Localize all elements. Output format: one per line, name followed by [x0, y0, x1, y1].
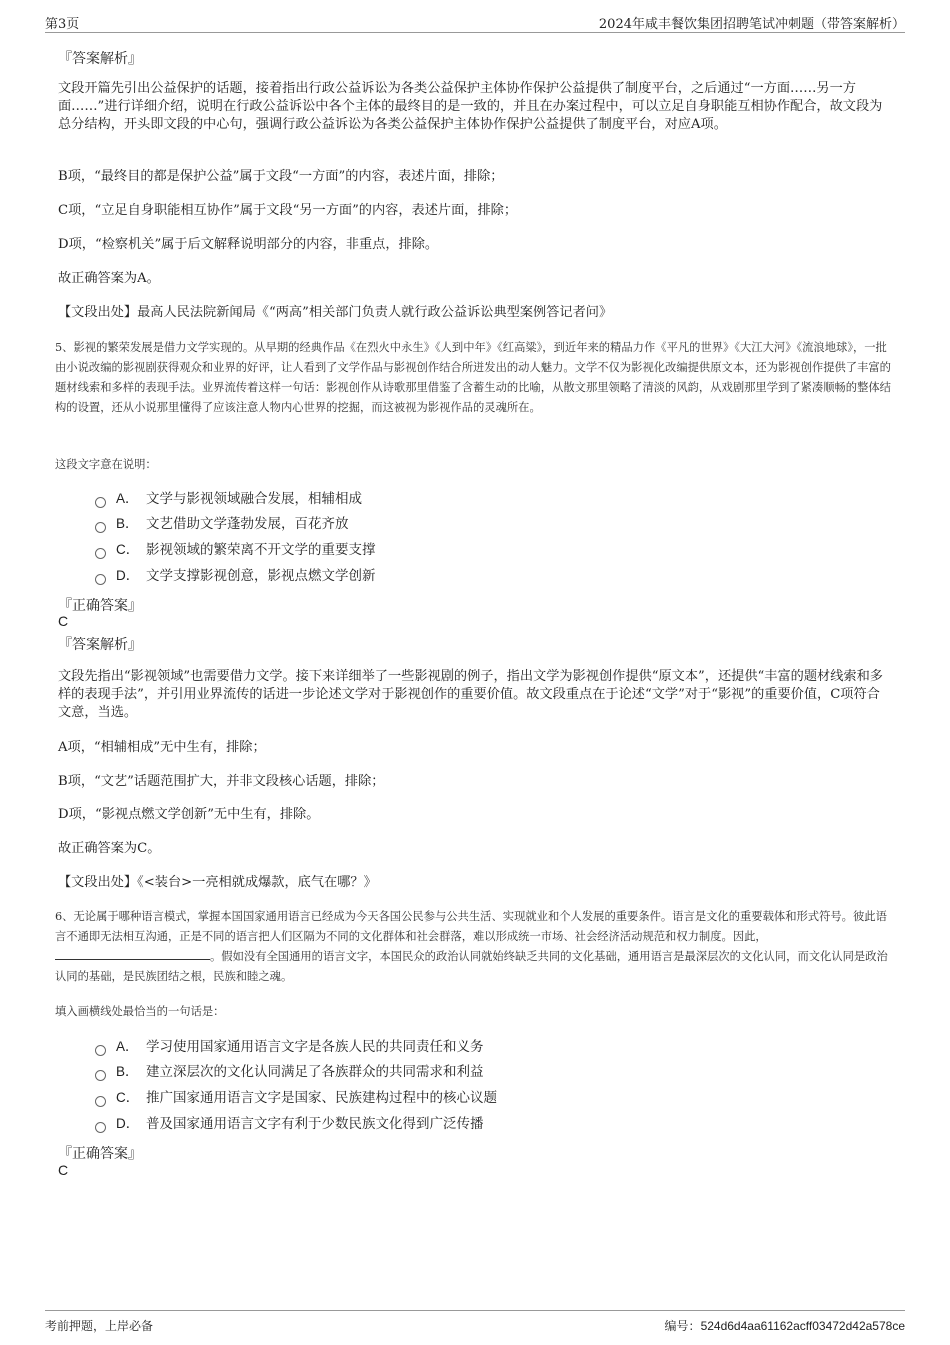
page-footer: [45, 1310, 905, 1341]
q4-analysis-text: 文段开篇先引出公益保护的话题，接着指出行政公益诉讼为各类公益保护主体协作保护公益提供了制度平台，之后通过“一方面……另一方面……”进行详细介绍，说明在行政公益诉讼中各个主体的最终目的是一致的，并且在办案过程中，可以立足自身职能互相协作配合，故文段为总分结构，开头即文段的中心句，强调行政公益诉讼为各类公益保护主体协作保护公益提供了制度平台，对应A项。: [58, 81, 883, 132]
q5-answer-label: 『正确答案』: [58, 598, 142, 614]
q4-option-b-note: B项，“最终目的都是保护公益”属于文段“一方面”的内容，表述片面，排除；: [58, 169, 504, 184]
q5-analysis-text: 文段先指出“影视领域”也需要借力文学。接下来详细举了一些影视剧的例子，指出文学为影视创作提供“原文本”，还提供“丰富的题材线索和多样的表现手法”，并引用业界流传的话进一步论述文学对于影视创作的重要价值。故文段重点在于论述“文学”对于“影视”的重要价值，C项符合文意，当选。: [58, 669, 883, 720]
q4-analysis-label: 『答案解析』: [58, 51, 142, 67]
q4-source: 【文段出处】最高人民法院新闻局《“两高”相关部门负责人就行政公益诉讼典型案例答记者问》: [58, 305, 613, 320]
q6-prompt: 填入画横线处最恰当的一句话是：: [55, 1005, 225, 1018]
q5-option-b-note: B项，“文艺”话题范围扩大，并非文段核心话题，排除；: [58, 774, 385, 789]
q5-answer: C: [58, 613, 69, 629]
q5-option-a[interactable]: A． 文学与影视领域融合发展，相辅相成: [95, 488, 362, 510]
q5-stem: 5、影视的繁荣发展是借力文学实现的。从早期的经典作品《在烈火中永生》《人到中年》《红高粱》，到近年来的精品力作《平凡的世界》《大江大河》《流浪地球》，一批由小说改编的影视剧获得观众和业界的好评，让人看到了文学作品与影视创作结合所迸发出的动人魅力。文学不仅为影视化改编提供原文本，还为影视创作提供了丰富的题材线索和多样的表现手法。业界流传着这样一句话：影视创作从诗歌那里借鉴了含蓄生动的比喻，从散文那里领略了清淡的风韵，从戏剧那里学到了紧凑顺畅的整体结构的设置，还从小说那里懂得了应该注意人物内心世界的挖掘，而这被视为影视作品的灵魂所在。: [55, 341, 891, 414]
radio-icon[interactable]: [95, 1045, 106, 1056]
q5-source: 【文段出处】《<装台>一亮相就成爆款，底气在哪？》: [58, 875, 377, 890]
q6-option-b[interactable]: B． 建立深层次的文化认同满足了各族群众的共同需求和利益: [95, 1061, 484, 1083]
radio-icon[interactable]: [95, 1070, 106, 1081]
q5-option-d-note: D项，“影视点燃文学创新”无中生有，排除。: [58, 807, 320, 822]
q6-option-d[interactable]: D． 普及国家通用语言文字有利于少数民族文化得到广泛传播: [95, 1113, 484, 1135]
radio-icon[interactable]: [95, 574, 106, 585]
document-code: 编号：524d6d4aa61162acff03472d42a578ce: [664, 1319, 905, 1333]
radio-icon[interactable]: [95, 497, 106, 508]
q5-option-b[interactable]: B． 文艺借助文学蓬勃发展，百花齐放: [95, 513, 349, 535]
q5-option-d[interactable]: D． 文学支撑影视创意，影视点燃文学创新: [95, 565, 376, 587]
q5-option-c[interactable]: C． 影视领域的繁荣离不开文学的重要支撑: [95, 539, 376, 561]
document-title: 2024年咸丰餐饮集团招聘笔试冲刺题（带答案解析）: [598, 17, 905, 32]
q6-option-a[interactable]: A． 学习使用国家通用语言文字是各族人民的共同责任和义务: [95, 1036, 484, 1058]
radio-icon[interactable]: [95, 1122, 106, 1133]
radio-icon[interactable]: [95, 522, 106, 533]
q6-option-c[interactable]: C． 推广国家通用语言文字是国家、民族建构过程中的核心议题: [95, 1087, 497, 1109]
q5-analysis-label: 『答案解析』: [58, 637, 142, 653]
radio-icon[interactable]: [95, 548, 106, 559]
q6-stem: 6、无论属于哪种语言模式，掌握本国国家通用语言已经成为今天各国公民参与公共生活、实现就业和个人发展的重要条件。语言是文化的重要载体和形式符号。彼此语言不通即无法相互沟通，正是不同的语言把人们区隔为不同的文化群体和社会群落，难以形成统一市场、社会经济活动规范和权力制度。因此，。假如没有全国通用的语言文字，本国民众的政治认同就始终缺乏共同的文化基础，通用语言是最深层次的文化认同，而文化认同是政治认同的基础，是民族团结之根，民族和睦之魂。: [55, 910, 888, 983]
footer-slogan: 考前押题，上岸必备: [45, 1319, 154, 1333]
fill-blank: [55, 947, 210, 960]
q5-conclusion: 故正确答案为C。: [58, 841, 161, 856]
page-header: [45, 8, 905, 33]
q4-conclusion: 故正确答案为A。: [58, 271, 160, 286]
q4-option-c-note: C项，“立足自身职能相互协作”属于文段“另一方面”的内容，表述片面，排除；: [58, 203, 518, 218]
q5-option-a-note: A项，“相辅相成”无中生有，排除；: [58, 740, 266, 755]
q5-prompt: 这段文字意在说明：: [55, 458, 157, 471]
q4-option-d-note: D项，“检察机关”属于后文解释说明部分的内容，非重点，排除。: [58, 237, 439, 252]
q6-answer: C: [58, 1162, 69, 1178]
radio-icon[interactable]: [95, 1096, 106, 1107]
page-number: 第3页: [45, 17, 80, 32]
q6-answer-label: 『正确答案』: [58, 1146, 142, 1162]
